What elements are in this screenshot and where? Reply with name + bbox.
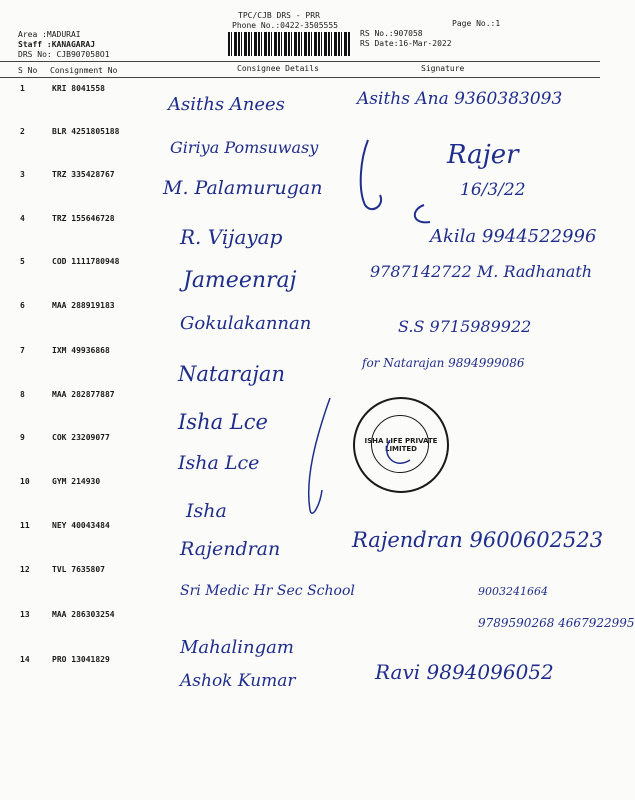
- col-sno: S No: [18, 66, 38, 75]
- stamp-text: ISHA LIFE PRIVATE LIMITED: [364, 437, 438, 453]
- row-7-sno: 7: [20, 346, 25, 355]
- row-1-consignment: KRI 8041558: [52, 84, 105, 93]
- row-11-consignment: NEY 40043484: [52, 521, 110, 530]
- row-4-signature: Akila 9944522996: [430, 226, 597, 247]
- row-11-sno: 11: [20, 521, 30, 530]
- row-13-sno: 13: [20, 610, 30, 619]
- top-title: TPC/CJB DRS - PRR: [238, 11, 320, 20]
- col-consignee-details: Consignee Details: [237, 64, 319, 73]
- row-5-consignment: COD 1111780948: [52, 257, 120, 266]
- row-5-signature: 9787142722 M. Radhanath: [370, 262, 593, 281]
- row-14-consignee: Ashok Kumar: [180, 671, 296, 691]
- row-9-consignment: COK 23209077: [52, 433, 110, 442]
- row-10-consignee: Isha: [186, 500, 227, 522]
- page-number: Page No.:1: [452, 19, 501, 28]
- row-6-consignee: Gokulakannan: [180, 313, 312, 334]
- col-signature: Signature: [421, 64, 465, 73]
- row-14-consignment: PRO 13041829: [52, 655, 110, 664]
- rs-date: RS Date:16-Mar-2022: [360, 39, 452, 48]
- row-1-signature: Asiths Ana 9360383093: [357, 89, 563, 109]
- row-2-consignee: Giriya Pomsuwasy: [170, 138, 319, 157]
- row-8-sno: 8: [20, 390, 25, 399]
- row-13-signature: 9789590268 4667922995: [478, 616, 635, 630]
- row-3-signature: 16/3/22: [460, 180, 526, 200]
- row-7-signature: for Natarajan 9894999086: [362, 356, 525, 370]
- row-6-consignment: MAA 288919183: [52, 301, 115, 310]
- row-2-signature: Rajer: [447, 140, 519, 170]
- row-1-consignee: Asiths Anees: [168, 94, 285, 115]
- rs-number: RS No.:907058: [360, 29, 423, 38]
- row-4-consignment: TRZ 155646728: [52, 214, 115, 223]
- area-label: Area :MADURAI: [18, 30, 81, 39]
- row-13-consignee: Mahalingam: [180, 637, 294, 658]
- row-12-consignee: Sri Medic Hr Sec School: [180, 583, 355, 599]
- row-11-consignee: Rajendran: [180, 538, 281, 560]
- phone-number: Phone No.:0422-3505555: [232, 21, 338, 30]
- row-12-sno: 12: [20, 565, 30, 574]
- row-9-sno: 9: [20, 433, 25, 442]
- row-6-signature: S.S 9715989922: [398, 317, 532, 336]
- row-10-consignment: GYM 214930: [52, 477, 101, 486]
- row-8-consignment: MAA 282877887: [52, 390, 115, 399]
- row-9-consignee: Isha Lce: [178, 452, 260, 474]
- row-2-consignment: BLR 4251805188: [52, 127, 120, 136]
- row-12-consignment: TVL 7635807: [52, 565, 105, 574]
- row-12-signature: 9003241664: [478, 585, 548, 598]
- col-consignment: Consignment No: [50, 66, 118, 75]
- staff-label: Staff :KANAGARAJ: [18, 40, 96, 49]
- row-8-consignee: Isha Lce: [178, 410, 268, 434]
- row-5-consignee: Jameenraj: [183, 268, 297, 293]
- row-3-sno: 3: [20, 170, 25, 179]
- row-14-sno: 14: [20, 655, 30, 664]
- row-5-sno: 5: [20, 257, 25, 266]
- drs-number: DRS No: CJB907058O1: [18, 50, 110, 59]
- row-11-signature: Rajendran 9600602523: [352, 528, 604, 552]
- row-7-consignment: IXM 49936868: [52, 346, 110, 355]
- row-6-sno: 6: [20, 301, 25, 310]
- row-2-sno: 2: [20, 127, 25, 136]
- row-10-sno: 10: [20, 477, 30, 486]
- row-14-signature: Ravi 9894096052: [375, 660, 554, 684]
- row-1-sno: 1: [20, 84, 25, 93]
- row-13-consignment: MAA 286303254: [52, 610, 115, 619]
- row-3-consignee: M. Palamurugan: [163, 177, 323, 199]
- row-4-sno: 4: [20, 214, 25, 223]
- row-4-consignee: R. Vijayap: [180, 225, 283, 249]
- row-3-consignment: TRZ 335428767: [52, 170, 115, 179]
- row-7-consignee: Natarajan: [178, 362, 285, 386]
